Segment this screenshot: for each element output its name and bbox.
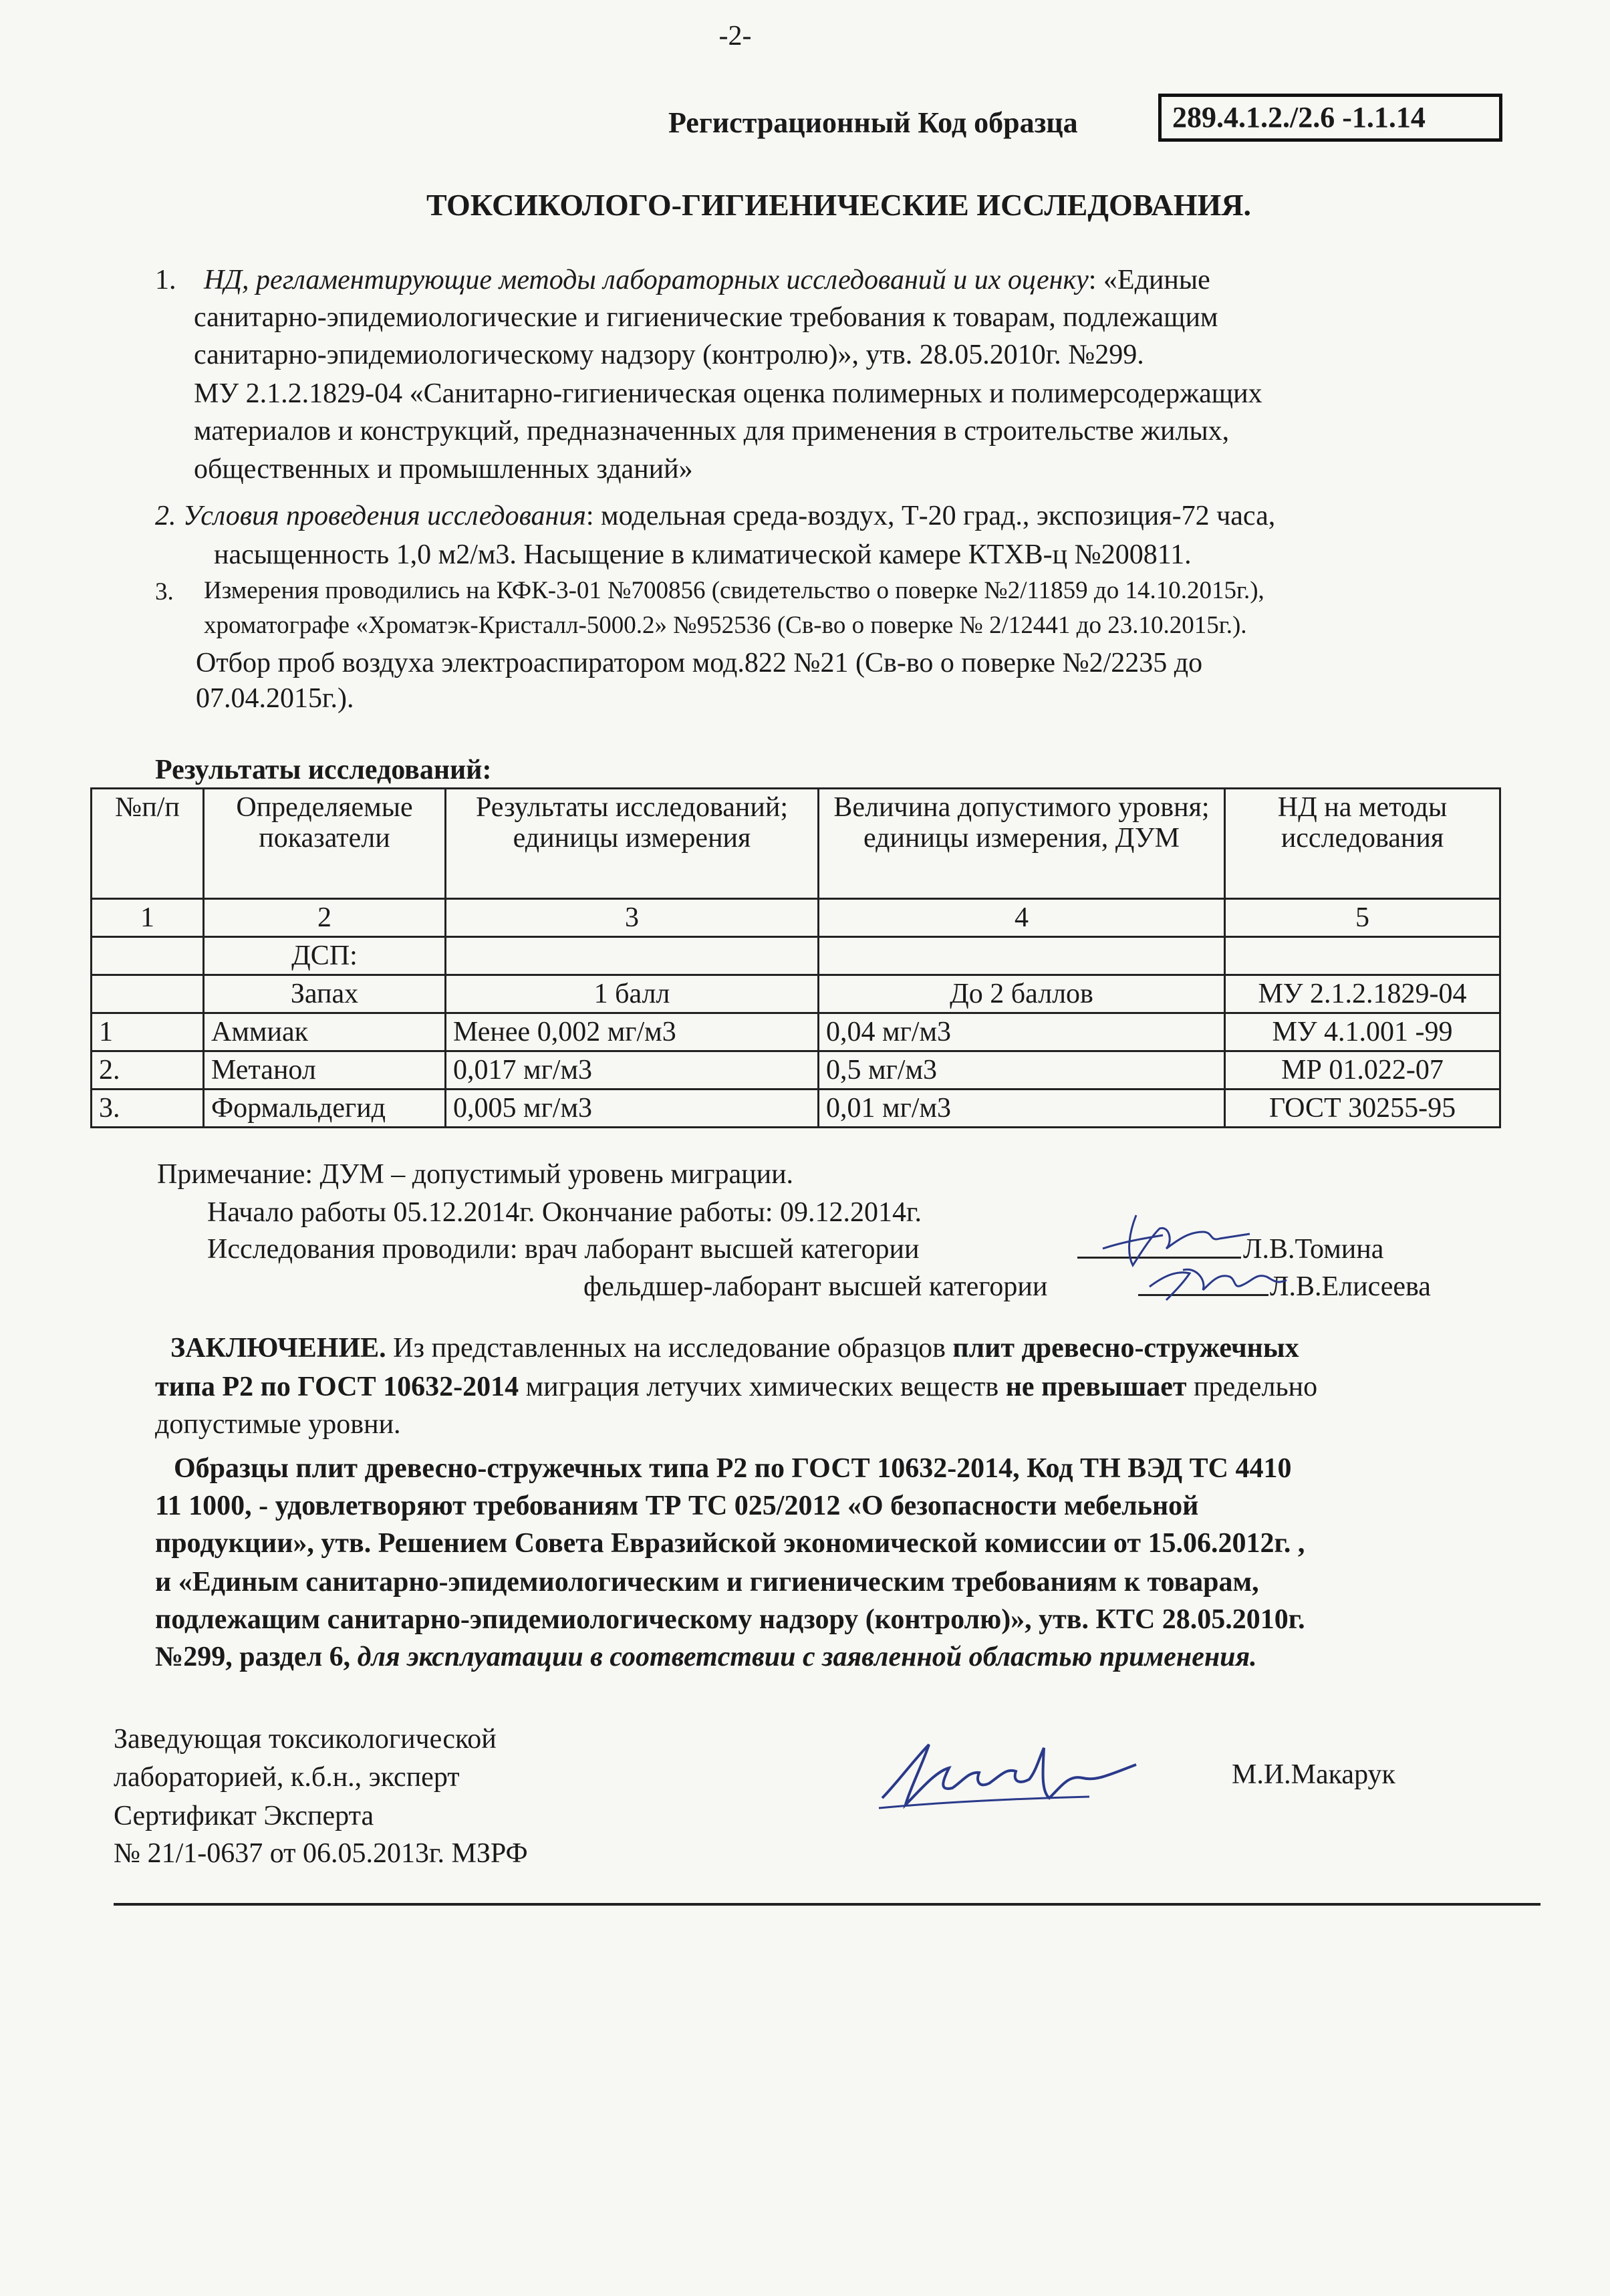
conclusion-p2-line-1: Образцы плит древесно-стружечных типа Р2 по ГОСТ 10632-2014, Код ТН ВЭД ТС 4410 [174, 1453, 1292, 1484]
header-cell-results: Результаты исследований; единицы измерения [446, 789, 819, 899]
signature-eliseeva [1143, 1243, 1297, 1317]
signoff-line-4: № 21/1-0637 от 06.05.2013г. МЗРФ [114, 1838, 528, 1869]
header-cell-num: №п/п [92, 789, 204, 899]
table-cell [446, 937, 819, 975]
section-3-line-1: Измерения проводились на КФК-3-01 №700856 (свидетельство о поверке №2/11859 до 14.10.2015г.), [204, 577, 1264, 604]
table-row [92, 1051, 1500, 1090]
header-cell-allowed: Величина допустимого уровня; единицы измерения, ДУМ [819, 789, 1225, 899]
table-cell: 0,005 мг/м3 [446, 1090, 819, 1128]
results-table [90, 787, 1501, 1128]
table-row [92, 1090, 1500, 1128]
conclusion-heading: ЗАКЛЮЧЕНИЕ. [170, 1333, 386, 1364]
conclusion-usage: для эксплуатации в соответствии с заявленной областью применения. [350, 1642, 1257, 1672]
work-dates: Начало работы 05.12.2014г. Окончание работы: 09.12.2014г. [207, 1197, 922, 1228]
conclusion-p2-line-2: 11 1000, - удовлетворяют требованиям ТР ТС 025/2012 «О безопасности мебельной [155, 1491, 1199, 1521]
registration-label: Регистрационный Код образца [668, 106, 1078, 139]
table-cell: До 2 баллов [819, 975, 1225, 1013]
section-1-line-5: материалов и конструкций, предназначенных для применения в строительстве жилых, [194, 416, 1230, 447]
table-cell: 0,01 мг/м3 [819, 1090, 1225, 1128]
section-1-line-4: МУ 2.1.2.1829-04 «Санитарно-гигиеническая оценка полимерных и полимерсодержащих [194, 378, 1262, 409]
column-number: 2 [204, 899, 446, 937]
table-cell: МУ 4.1.001 -99 [1225, 1013, 1500, 1051]
group-row [92, 937, 1500, 975]
column-number: 1 [92, 899, 204, 937]
table-cell: Формальдегид [204, 1090, 446, 1128]
header-cell-indicator: Определяемые показатели [204, 789, 446, 899]
section-1-line-1-rest: : «Единые [1088, 265, 1210, 295]
signoff-line-3: Сертификат Эксперта [114, 1801, 374, 1831]
conclusion-verdict: не превышает [1005, 1372, 1187, 1402]
section-1-line-3: санитарно-эпидемиологическому надзору (контролю)», утв. 28.05.2010г. №299. [194, 340, 1144, 370]
group-label: ДСП: [204, 937, 446, 975]
table-cell: ГОСТ 30255-95 [1225, 1090, 1500, 1128]
conclusion-section-ref: №299, раздел 6, [155, 1642, 351, 1672]
table-cell: 1 [92, 1013, 204, 1051]
note: Примечание: ДУМ – допустимый уровень миграции. [157, 1159, 794, 1190]
conclusion-text: предельно [1186, 1372, 1318, 1402]
signature-makaruk [869, 1718, 1150, 1825]
table-cell: 0,5 мг/м3 [819, 1051, 1225, 1090]
researcher-line-2-label: фельдшер-лаборант высшей категории [583, 1271, 1048, 1302]
registration-code-box: 289.4.1.2./2.6 -1.1.14 [1158, 94, 1502, 142]
conclusion-text: миграция летучих химических веществ [519, 1372, 1006, 1402]
researcher-line-2-name: Л.В.Елисеева [1270, 1271, 1431, 1302]
section-2-line-1 [155, 498, 1275, 534]
column-number: 3 [446, 899, 819, 937]
section-2-number: 2. [155, 501, 176, 531]
table-cell: Запах [204, 975, 446, 1013]
table-cell: 1 балл [446, 975, 819, 1013]
table-cell: МР 01.022-07 [1225, 1051, 1500, 1090]
table-cell: 2. [92, 1051, 204, 1090]
table-cell: Аммиак [204, 1013, 446, 1051]
section-3-number: 3. [155, 578, 174, 606]
table-cell: 0,04 мг/м3 [819, 1013, 1225, 1051]
table-header-row [92, 789, 1500, 899]
conclusion-p2-line-4: и «Единым санитарно-эпидемиологическим и гигиеническим требованиям к товарам, [155, 1567, 1259, 1598]
section-3-line-3: Отбор проб воздуха электроаспиратором мод.822 №21 (Св-во о поверке №2/2235 до [196, 648, 1203, 678]
section-1-lead: НД, регламентирующие методы лабораторных исследований и их оценку [204, 265, 1089, 295]
column-number: 4 [819, 899, 1225, 937]
section-2-line-2: насыщенность 1,0 м2/м3. Насыщение в климатической камере КТХВ-ц №200811. [214, 539, 1192, 570]
table-cell [92, 975, 204, 1013]
section-1-line-1 [204, 262, 1210, 298]
table-cell: Менее 0,002 мг/м3 [446, 1013, 819, 1051]
signoff-line-1: Заведующая токсикологической [114, 1724, 497, 1755]
signoff-name: М.И.Макарук [1232, 1759, 1395, 1790]
table-cell [92, 937, 204, 975]
table-row [92, 975, 1500, 1013]
table-cell: 0,017 мг/м3 [446, 1051, 819, 1090]
column-number-row [92, 899, 1500, 937]
conclusion-type: типа Р2 по ГОСТ 10632-2014 [155, 1372, 519, 1402]
conclusion-line-1 [170, 1330, 1299, 1366]
section-1-line-6: общественных и промышленных зданий» [194, 454, 693, 485]
section-3-line-4: 07.04.2015г.). [196, 683, 354, 714]
conclusion-p2-line-3: продукции», утв. Решением Совета Евразийской экономической комиссии от 15.06.2012г. , [155, 1528, 1305, 1559]
column-number: 5 [1225, 899, 1500, 937]
conclusion-product: плит древесно-стружечных [952, 1333, 1299, 1364]
conclusion-line-2 [155, 1369, 1317, 1405]
conclusion-p2-line-5: подлежащим санитарно-эпидемиологическому надзору (контролю)», утв. КТС 28.05.2010г. [155, 1604, 1305, 1635]
section-2-lead: Условия проведения исследования [183, 501, 586, 531]
table-cell: Метанол [204, 1051, 446, 1090]
table-cell: МУ 2.1.2.1829-04 [1225, 975, 1500, 1013]
table-row [92, 1013, 1500, 1051]
section-1-line-2: санитарно-эпидемиологические и гигиенические требования к товарам, подлежащим [194, 302, 1218, 333]
table-cell: 3. [92, 1090, 204, 1128]
section-3-line-2: хроматографе «Хроматэк-Кристалл-5000.2» №952536 (Св-во о поверке № 2/12441 до 23.10.2015г.). [204, 612, 1247, 639]
page-number: -2- [718, 21, 752, 51]
table-cell [819, 937, 1225, 975]
header-cell-methods: НД на методы исследования [1225, 789, 1500, 899]
researcher-line-1-name: Л.В.Томина [1243, 1234, 1384, 1265]
conclusion-p2-line-6 [155, 1639, 1257, 1675]
section-1-number: 1. [155, 265, 176, 295]
signoff-line-2: лабораторией, к.б.н., эксперт [114, 1762, 460, 1793]
bottom-divider [114, 1903, 1540, 1906]
document-title: ТОКСИКОЛОГО-ГИГИЕНИЧЕСКИЕ ИССЛЕДОВАНИЯ. [426, 188, 1252, 222]
conclusion-line-3: допустимые уровни. [155, 1409, 401, 1440]
researcher-line-1-label: Исследования проводили: врач лаборант высшей категории [207, 1234, 920, 1265]
conclusion-text: Из представленных на исследование образцов [386, 1333, 953, 1364]
table-cell [1225, 937, 1500, 975]
results-title: Результаты исследований: [155, 755, 492, 785]
section-2-line-1-rest: : модельная среда-воздух, Т-20 град., экспозиция-72 часа, [585, 501, 1276, 531]
